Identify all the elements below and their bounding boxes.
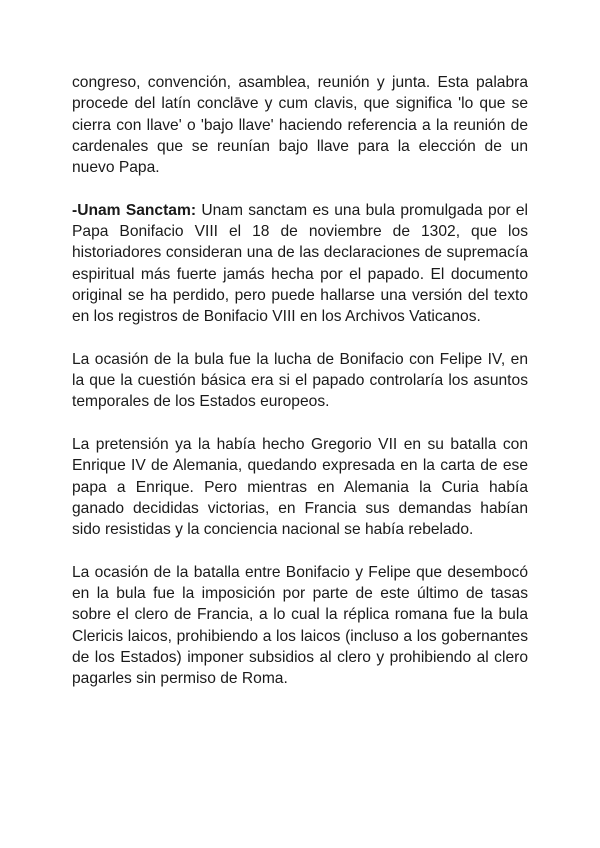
paragraph-occasion [72, 349, 528, 413]
paragraph-text: La ocasión de la batalla entre Bonifacio y Felipe que desembocó en la bula fue la imposición por parte de este último de tasas sobre el clero de Francia, a lo cual la réplica romana fue la bula Clericis laicos, prohibiendo a los laicos (incluso a los gobernantes de los Estados) imponer subsidios al clero y prohibiendo al clero pagarles sin permiso de Roma. [72, 563, 528, 688]
term-heading: -Unam Sanctam: [72, 201, 197, 219]
paragraph-unam-sanctam [72, 200, 528, 328]
paragraph-battle [72, 562, 528, 690]
paragraph-conclave-definition [72, 72, 528, 178]
document-page [72, 72, 528, 711]
paragraph-text: La ocasión de la bula fue la lucha de Bonifacio con Felipe IV, en la que la cuestión básica era si el papado controlaría los asuntos temporales de los Estados europeos. [72, 350, 528, 411]
paragraph-text: La pretensión ya la había hecho Gregorio VII en su batalla con Enrique IV de Alemania, quedando expresada en la carta de ese papa a Enrique. Pero mientras en Alemania la Curia había ganado decididas victorias, en Francia sus demandas habían sido resistidas y la conciencia nacional se había rebelado. [72, 436, 528, 539]
paragraph-text: congreso, convención, asamblea, reunión y junta. Esta palabra procede del latín conclāve y cum clavis, que significa 'lo que se cierra con llave' o 'bajo llave' haciendo referencia a la reunión de cardenales que se reunían bajo llave para la elección de un nuevo Papa. [72, 74, 528, 177]
paragraph-text: Unam sanctam es una bula promulgada por el Papa Bonifacio VIII el 18 de noviembre de 1302, que los historiadores consideran una de las declaraciones de supremacía espiritual más fuerte jamás hecha por el papado. El documento original se ha perdido, pero puede hallarse una versión del texto en los registros de Bonifacio VIII en los Archivos Vaticanos. [72, 201, 529, 326]
paragraph-pretension [72, 434, 528, 540]
